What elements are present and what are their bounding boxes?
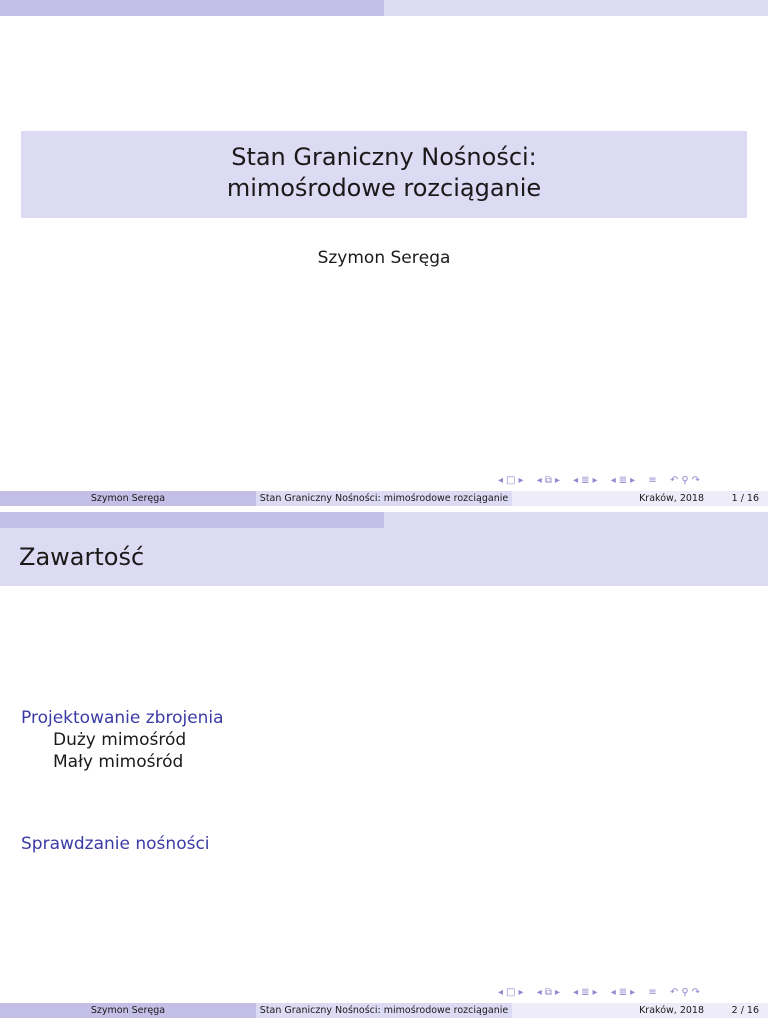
frame-title: Zawartość — [19, 543, 145, 571]
nav-slide-icon[interactable]: □ — [506, 475, 516, 486]
footer-title: Stan Graniczny Nośności: mimośrodowe rozciąganie — [256, 1003, 512, 1018]
toc-section-check[interactable]: Sprawdzanie nośności — [21, 834, 210, 854]
nav-frame-icon[interactable]: ⧉ — [544, 475, 552, 486]
nav-prev-frame-icon[interactable]: ◂ — [536, 987, 542, 998]
nav-prev-section-icon[interactable]: ◂ — [610, 475, 616, 486]
author: Szymon Seręga — [317, 248, 451, 268]
footer-date-page — [512, 491, 768, 506]
nav-section-icon[interactable]: ≣ — [618, 475, 628, 486]
footer-date: Kraków, 2018 — [639, 493, 704, 504]
headline-bar-left — [0, 512, 384, 528]
footer-title: Stan Graniczny Nośności: mimośrodowe rozciąganie — [256, 491, 512, 506]
nav-search-icon[interactable]: ⚲ — [681, 475, 689, 486]
nav-prev-slide-icon[interactable]: ◂ — [498, 987, 504, 998]
nav-next-slide-icon[interactable]: ▸ — [518, 475, 524, 486]
nav-frame-icon[interactable]: ⧉ — [544, 987, 552, 998]
nav-redo-icon[interactable]: ↷ — [691, 475, 701, 486]
nav-next-subsection-icon[interactable]: ▸ — [592, 987, 598, 998]
nav-prev-subsection-icon[interactable]: ◂ — [573, 987, 579, 998]
footline — [0, 1003, 768, 1018]
slide-2 — [0, 512, 768, 1024]
headline-bar — [0, 512, 768, 528]
footer-date-page — [512, 1003, 768, 1018]
footer-date: Kraków, 2018 — [639, 1005, 704, 1016]
nav-subsection-icon[interactable]: ≣ — [581, 475, 590, 486]
nav-search-icon[interactable]: ⚲ — [681, 987, 689, 998]
nav-section-icon[interactable]: ≣ — [618, 987, 628, 998]
toc-subsection-large-eccentricity[interactable]: Duży mimośród — [53, 730, 187, 750]
nav-redo-icon[interactable]: ↷ — [691, 987, 701, 998]
title-line-2: mimośrodowe rozciąganie — [226, 174, 542, 202]
navigation-symbols — [498, 986, 760, 1000]
toc-section-design[interactable]: Projektowanie zbrojenia — [21, 708, 224, 728]
footer-author: Szymon Seręga — [0, 491, 256, 506]
nav-align-icon[interactable]: ≡ — [648, 475, 657, 486]
nav-subsection-icon[interactable]: ≣ — [581, 987, 590, 998]
footer-author: Szymon Seręga — [0, 1003, 256, 1018]
toc-spacer — [21, 773, 621, 833]
nav-next-section-icon[interactable]: ▸ — [630, 475, 636, 486]
nav-prev-slide-icon[interactable]: ◂ — [498, 475, 504, 486]
nav-next-frame-icon[interactable]: ▸ — [554, 475, 560, 486]
navigation-symbols — [498, 474, 760, 488]
nav-prev-subsection-icon[interactable]: ◂ — [573, 475, 579, 486]
title-box — [21, 131, 747, 218]
headline-bar-right — [384, 0, 768, 16]
nav-undo-icon[interactable]: ↶ — [669, 987, 679, 998]
title-line-1: Stan Graniczny Nośności: — [231, 143, 537, 171]
nav-next-slide-icon[interactable]: ▸ — [518, 987, 524, 998]
nav-next-frame-icon[interactable]: ▸ — [554, 987, 560, 998]
headline-bar-right — [384, 512, 768, 528]
page-number: 2 / 16 — [731, 1005, 759, 1016]
headline-bar-left — [0, 0, 384, 16]
headline-bar — [0, 0, 768, 16]
nav-undo-icon[interactable]: ↶ — [669, 475, 679, 486]
nav-next-section-icon[interactable]: ▸ — [630, 987, 636, 998]
nav-next-subsection-icon[interactable]: ▸ — [592, 475, 598, 486]
nav-slide-icon[interactable]: □ — [506, 987, 516, 998]
nav-prev-frame-icon[interactable]: ◂ — [536, 475, 542, 486]
toc-subsection-small-eccentricity[interactable]: Mały mimośród — [53, 752, 184, 772]
page-number: 1 / 16 — [731, 493, 759, 504]
table-of-contents — [21, 707, 621, 855]
footline — [0, 491, 768, 506]
nav-align-icon[interactable]: ≡ — [648, 987, 657, 998]
nav-prev-section-icon[interactable]: ◂ — [610, 987, 616, 998]
